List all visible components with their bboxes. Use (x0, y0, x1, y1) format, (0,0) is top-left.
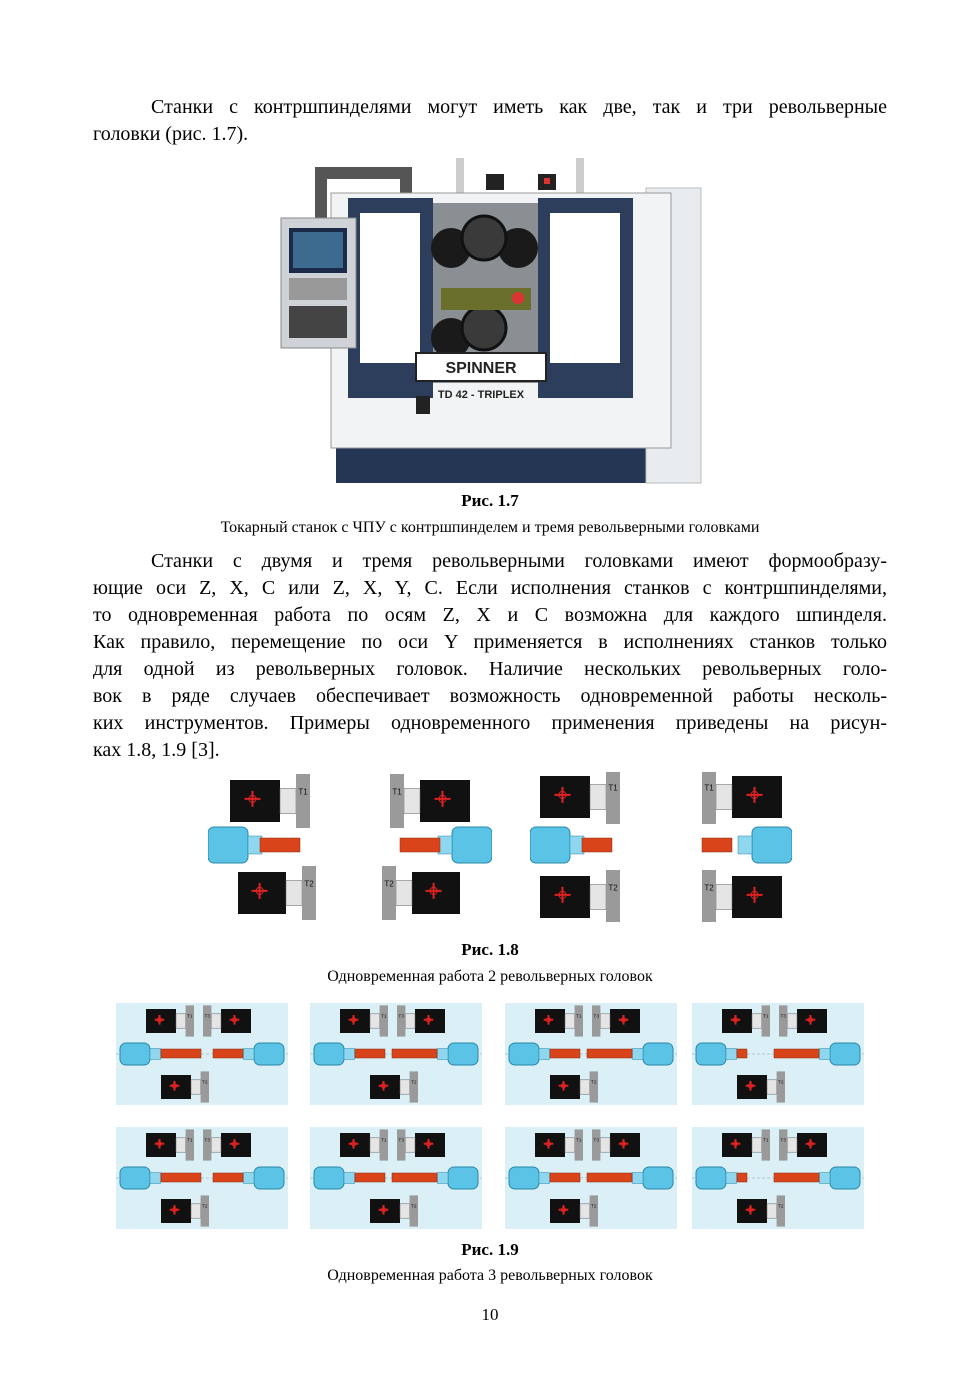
turret-label: T2 (777, 1080, 784, 1086)
tool-shank (590, 884, 606, 909)
turret-label: T2 (704, 883, 714, 893)
turret (540, 772, 620, 824)
workpiece (550, 1173, 580, 1182)
spindle-nose (726, 1173, 737, 1184)
spindle-body (120, 1167, 150, 1189)
tool-shank (580, 1080, 590, 1094)
tool-shank (752, 1014, 762, 1028)
tool-holder (380, 1005, 388, 1036)
workpiece (774, 1049, 819, 1058)
tool-shank (600, 1138, 610, 1152)
page-number: 10 (481, 1305, 499, 1324)
workpiece (355, 1173, 385, 1182)
turret-label: T3 (593, 1014, 600, 1020)
spindle-body (448, 1167, 478, 1189)
spindle-body (752, 827, 792, 863)
text-line: головки (рис. 1.7). (93, 123, 249, 145)
turret-label: T2 (201, 1204, 208, 1210)
tool-shank (590, 784, 606, 809)
turret-diagram (310, 1003, 482, 1105)
tool-shank (176, 1138, 186, 1152)
turret-label: T2 (304, 879, 314, 889)
tool-holder (606, 870, 620, 922)
tool-shank (286, 880, 302, 905)
turret-diagram (208, 772, 328, 922)
workpiece (702, 838, 732, 852)
tool-shank (752, 1138, 762, 1152)
turret-label: T1 (575, 1014, 582, 1020)
workpiece (400, 838, 440, 852)
spindle-nose (738, 836, 752, 854)
turret-label: T1 (186, 1014, 193, 1020)
figure-1-7-caption: Токарный станок с ЧПУ с контршпинделем и тремя револьверными головками (220, 519, 760, 536)
tool-holder (592, 1005, 600, 1036)
tool-holder (779, 1129, 787, 1160)
spindle-body (643, 1043, 673, 1065)
spindle-nose (633, 1049, 644, 1060)
tool-holder (203, 1129, 211, 1160)
turret (722, 1005, 770, 1036)
turret (737, 1195, 785, 1226)
figure-1-7-title: Рис. 1.7 (461, 491, 519, 510)
tool-holder (296, 774, 310, 828)
tool-holder (390, 774, 404, 828)
workpiece (582, 838, 612, 852)
text-line: то одновременная работа по осям Z, X и C возможна для каждого шпинделя. (93, 604, 887, 626)
tool-holder (702, 772, 716, 824)
workpiece (774, 1173, 819, 1182)
text-line: ющие оси Z, X, C или Z, X, Y, C. Если исполнения станков с контршпинделями, (93, 577, 887, 599)
turret-label: T1 (704, 783, 714, 793)
turret-label: T1 (575, 1138, 582, 1144)
workpiece (161, 1173, 201, 1182)
spindle-body (696, 1167, 726, 1189)
spindle-nose (438, 1173, 449, 1184)
turret (592, 1129, 640, 1160)
workpiece (737, 1173, 747, 1182)
spindle-body (830, 1043, 860, 1065)
figure-1-8-title: Рис. 1.8 (461, 940, 519, 959)
turret-diagram (310, 1127, 482, 1229)
tool-holder (201, 1071, 209, 1102)
figure-1-9-title: Рис. 1.9 (461, 1240, 519, 1259)
turret (146, 1005, 194, 1036)
turret (146, 1129, 194, 1160)
tool-holder (397, 1005, 405, 1036)
workpiece (587, 1173, 632, 1182)
turret (340, 1129, 388, 1160)
machine-photo (276, 158, 706, 488)
turret-label: T3 (780, 1014, 787, 1020)
tool-shank (176, 1014, 186, 1028)
turret (535, 1129, 583, 1160)
turret (540, 870, 620, 922)
tool-shank (191, 1080, 201, 1094)
paragraph-1 (93, 94, 887, 148)
tool-holder (590, 1071, 598, 1102)
workpiece (737, 1049, 747, 1058)
tool-shank (565, 1014, 575, 1028)
tool-holder (606, 772, 620, 824)
tool-holder (762, 1005, 770, 1036)
spindle (438, 827, 492, 863)
tool-shank (400, 1204, 410, 1218)
tool-shank (211, 1138, 221, 1152)
tool-holder (592, 1129, 600, 1160)
figure-1-9-caption: Одновременная работа 3 револьверных головок (327, 1267, 653, 1284)
tool-holder (382, 866, 396, 920)
spindle-nose (726, 1049, 737, 1060)
spindle-nose (344, 1173, 355, 1184)
spindle-nose (539, 1049, 550, 1060)
spindle-nose (820, 1173, 831, 1184)
turret-label: T1 (186, 1138, 193, 1144)
text-line: Как правило, перемещение по оси Y применяется в исполнениях станков только (93, 631, 887, 653)
workpiece (213, 1173, 243, 1182)
turret (390, 774, 470, 828)
tool-shank (767, 1080, 777, 1094)
spindle-body (120, 1043, 150, 1065)
turret (370, 1071, 418, 1102)
spindle-body (254, 1167, 284, 1189)
tool-holder (779, 1005, 787, 1036)
turret (592, 1005, 640, 1036)
tool-holder (186, 1129, 194, 1160)
turret-label: T1 (608, 783, 618, 793)
model-label: TD 42 - TRIPLEX (437, 389, 525, 401)
turret-diagram (692, 1003, 864, 1105)
tool-holder (777, 1071, 785, 1102)
spindle (530, 827, 584, 863)
workpiece (161, 1049, 201, 1058)
spindle-nose (244, 1049, 255, 1060)
turret-label: T3 (204, 1014, 211, 1020)
turret-label: T3 (593, 1138, 600, 1144)
workpiece (355, 1049, 385, 1058)
tool-shank (787, 1014, 797, 1028)
tool-shank (280, 788, 296, 813)
turret-label: T1 (762, 1138, 769, 1144)
text-line: Станки с двумя и тремя револьверными головками имеют формообразу- (151, 550, 887, 572)
spindle-nose (150, 1173, 161, 1184)
turret-label: T1 (392, 787, 402, 797)
tool-shank (211, 1014, 221, 1028)
spindle-body (452, 827, 492, 863)
turret (550, 1071, 598, 1102)
tool-holder (186, 1005, 194, 1036)
figure-1-8-caption: Одновременная работа 2 револьверных головок (327, 968, 653, 985)
workpiece (260, 838, 300, 852)
spindle-nose (150, 1049, 161, 1060)
turret-label: T1 (762, 1014, 769, 1020)
turret (737, 1071, 785, 1102)
tool-holder (201, 1195, 209, 1226)
tool-shank (404, 788, 420, 813)
turret-label: T2 (384, 879, 394, 889)
turret (230, 774, 310, 828)
spindle-body (208, 827, 248, 863)
spindle-nose (438, 1049, 449, 1060)
spindle-body (696, 1043, 726, 1065)
paragraph-2 (93, 548, 887, 764)
tool-holder (702, 870, 716, 922)
turret-label: T1 (380, 1014, 387, 1020)
turret-label: T2 (410, 1080, 417, 1086)
spindle-body (509, 1043, 539, 1065)
brand-label: SPINNER (445, 360, 517, 377)
tool-holder (762, 1129, 770, 1160)
text-line: Станки с контршпинделями могут иметь как две, так и три револьверные (151, 96, 887, 118)
spindle-nose (244, 1173, 255, 1184)
tool-shank (400, 1080, 410, 1094)
spindle-body (314, 1043, 344, 1065)
turret-diagram (505, 1127, 677, 1229)
spindle-nose (633, 1173, 644, 1184)
workpiece (213, 1049, 243, 1058)
tool-shank (767, 1204, 777, 1218)
turret (161, 1195, 209, 1226)
turret-label: T3 (780, 1138, 787, 1144)
turret-diagram (116, 1127, 288, 1229)
spindle-body (314, 1167, 344, 1189)
turret (397, 1129, 445, 1160)
tool-shank (787, 1138, 797, 1152)
tool-shank (716, 784, 732, 809)
spindle-nose (344, 1049, 355, 1060)
spindle (208, 827, 262, 863)
turret-label: T2 (777, 1204, 784, 1210)
turret (550, 1195, 598, 1226)
turret (779, 1129, 827, 1160)
spindle-body (530, 827, 570, 863)
tool-shank (565, 1138, 575, 1152)
tool-shank (370, 1014, 380, 1028)
spindle-body (643, 1167, 673, 1189)
turret-label: T2 (201, 1080, 208, 1086)
workpiece (587, 1049, 632, 1058)
tool-shank (191, 1204, 201, 1218)
tool-holder (575, 1005, 583, 1036)
turret-label: T1 (380, 1138, 387, 1144)
turret (702, 772, 782, 824)
text-line: ках 1.8, 1.9 [3]. (93, 739, 220, 761)
spindle-body (448, 1043, 478, 1065)
tool-shank (716, 884, 732, 909)
turret (779, 1005, 827, 1036)
spindle (738, 827, 792, 863)
text-line: вок в ряде случаев обеспечивает возможность одновременной работы несколь- (93, 685, 887, 707)
tool-shank (580, 1204, 590, 1218)
turret-diagram (372, 772, 492, 922)
turret (397, 1005, 445, 1036)
spindle-body (509, 1167, 539, 1189)
turret (238, 866, 316, 920)
tool-holder (410, 1195, 418, 1226)
workpiece (392, 1173, 437, 1182)
turret-label: T3 (204, 1138, 211, 1144)
tool-holder (575, 1129, 583, 1160)
turret-label: T2 (590, 1204, 597, 1210)
turret-diagram (116, 1003, 288, 1105)
turret (702, 870, 782, 922)
tool-holder (410, 1071, 418, 1102)
tool-shank (405, 1138, 415, 1152)
tool-holder (397, 1129, 405, 1160)
tool-shank (370, 1138, 380, 1152)
turret-label: T3 (398, 1014, 405, 1020)
workpiece (392, 1049, 437, 1058)
spindle-body (254, 1043, 284, 1065)
turret-diagram (530, 772, 650, 922)
turret-label: T3 (398, 1138, 405, 1144)
turret-label: T2 (608, 883, 618, 893)
turret (161, 1071, 209, 1102)
spindle-nose (539, 1173, 550, 1184)
workpiece (550, 1049, 580, 1058)
turret (370, 1195, 418, 1226)
turret (203, 1005, 251, 1036)
tool-shank (600, 1014, 610, 1028)
turret (535, 1005, 583, 1036)
turret-label: T2 (590, 1080, 597, 1086)
turret (722, 1129, 770, 1160)
turret-label: T1 (298, 787, 308, 797)
turret (203, 1129, 251, 1160)
turret-diagram (672, 772, 792, 922)
text-line: для одной из револьверных головок. Наличие нескольких револьверных голо- (93, 658, 887, 680)
spindle-body (830, 1167, 860, 1189)
tool-holder (777, 1195, 785, 1226)
turret-diagram (692, 1127, 864, 1229)
tool-holder (590, 1195, 598, 1226)
spindle-nose (820, 1049, 831, 1060)
text-line: ких инструментов. Примеры одновременного применения приведены на рисун- (93, 712, 887, 734)
tool-shank (396, 880, 412, 905)
tool-holder (302, 866, 316, 920)
turret (340, 1005, 388, 1036)
turret (382, 866, 460, 920)
tool-holder (203, 1005, 211, 1036)
tool-shank (405, 1014, 415, 1028)
turret-label: T2 (410, 1204, 417, 1210)
turret-diagram (505, 1003, 677, 1105)
tool-holder (380, 1129, 388, 1160)
